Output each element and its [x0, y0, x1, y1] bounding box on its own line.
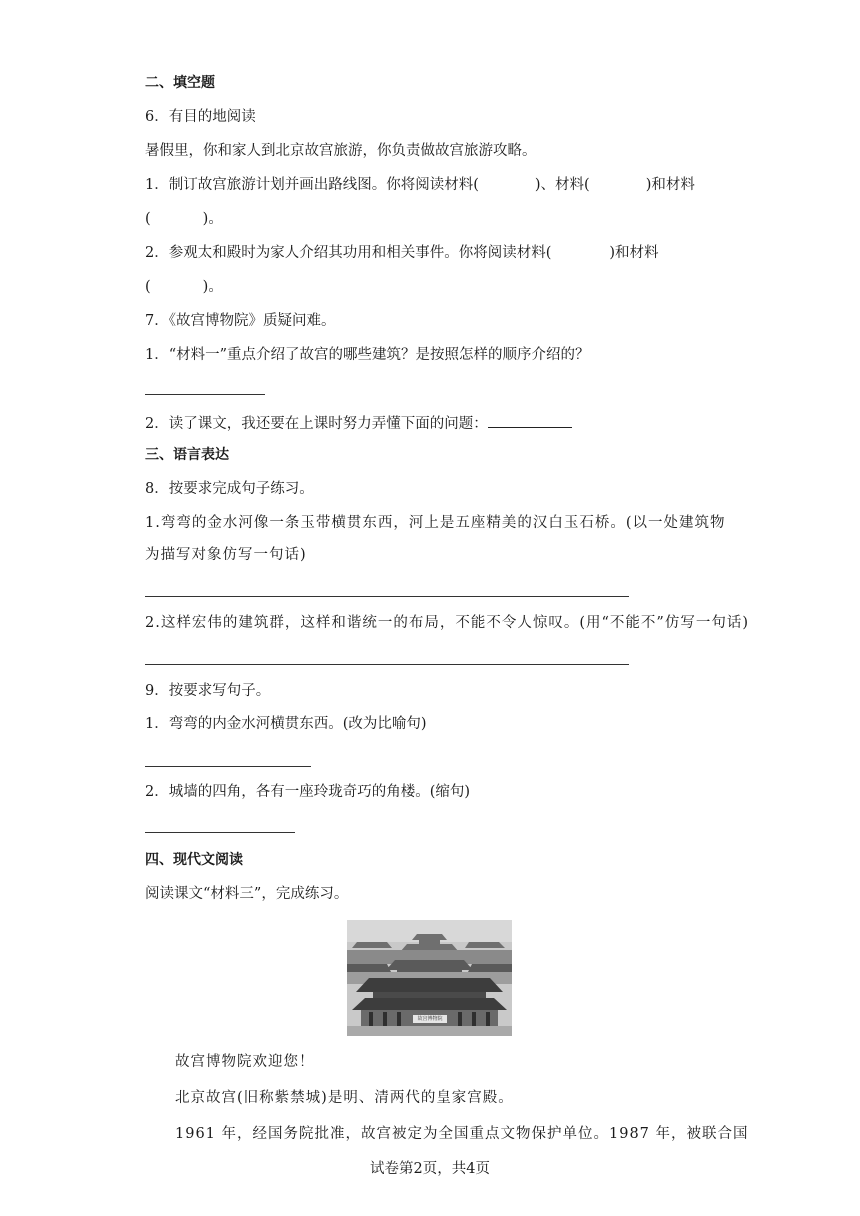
- section-heading-reading: 四、现代文阅读: [145, 852, 243, 868]
- answer-line[interactable]: [145, 832, 295, 833]
- question-9-title: 9．按要求写句子。: [145, 683, 271, 699]
- question-8-title: 8．按要求完成句子练习。: [145, 481, 314, 497]
- reading-paragraph-2: 北京故宫(旧称紫禁城)是明、清两代的皇家宫殿。: [175, 1090, 514, 1106]
- question-6-1-cont: [145, 209, 223, 229]
- photo-gate-sign-text: 故宫博物院: [417, 1016, 443, 1022]
- q6-2-text-b: )和材料: [609, 245, 659, 261]
- answer-line[interactable]: [145, 664, 629, 665]
- page-footer: 试卷第2页，共4页: [370, 1161, 490, 1177]
- forbidden-city-photo: [347, 920, 512, 1036]
- q6-1-text-b: )、材料(: [534, 177, 590, 193]
- answer-blank[interactable]: [590, 175, 646, 189]
- question-6-title: 6．有目的地阅读: [145, 109, 256, 125]
- q6-1-text-e: )。: [202, 211, 223, 227]
- answer-blank[interactable]: [551, 243, 609, 257]
- q6-1-text-d: (: [145, 211, 151, 227]
- question-9-2: 2．城墙的四角，各有一座玲珑奇巧的角楼。(缩句): [145, 784, 471, 800]
- answer-line[interactable]: [145, 766, 311, 767]
- answer-line[interactable]: [145, 596, 629, 597]
- question-6-2-cont: [145, 277, 223, 297]
- answer-blank[interactable]: [479, 175, 535, 189]
- question-6-intro: 暑假里，你和家人到北京故宫旅游，你负责做故宫旅游攻略。: [145, 143, 537, 159]
- q6-2-text-c: (: [145, 279, 151, 295]
- q6-1-text-c: )和材料: [645, 177, 695, 193]
- question-9-1: 1．弯弯的内金水河横贯东西。(改为比喻句): [145, 716, 427, 732]
- section-heading-language: 三、语言表达: [145, 447, 229, 463]
- question-8-2: 2.这样宏伟的建筑群，这样和谐统一的布局，不能不令人惊叹。(用“不能不”仿写一句话): [145, 615, 749, 631]
- question-7-1: 1．“材料一”重点介绍了故宫的哪些建筑？是按照怎样的顺序介绍的？: [145, 347, 590, 363]
- reading-intro: 阅读课文“材料三”，完成练习。: [145, 886, 349, 902]
- answer-blank[interactable]: [151, 209, 203, 223]
- section-heading-fill-blank: 二、填空题: [145, 75, 215, 91]
- answer-blank[interactable]: [488, 413, 572, 428]
- question-7-2: [145, 413, 572, 434]
- answer-line[interactable]: [145, 394, 265, 395]
- q7-2-text: 2．读了课文，我还要在上课时努力弄懂下面的问题：: [145, 416, 488, 432]
- question-6-1: [145, 175, 695, 195]
- q6-2-text-a: 2．参观太和殿时为家人介绍其功用和相关事件。你将阅读材料(: [145, 245, 552, 261]
- question-6-2: [145, 243, 659, 263]
- question-8-1-line-1: 1.弯弯的金水河像一条玉带横贯东西，河上是五座精美的汉白玉石桥。(以一处建筑物: [145, 515, 726, 531]
- q6-2-text-d: )。: [202, 279, 223, 295]
- answer-blank[interactable]: [151, 277, 203, 291]
- q6-1-text-a: 1．制订故宫旅游计划并画出路线图。你将阅读材料(: [145, 177, 479, 193]
- question-8-1-line-2: 为描写对象仿写一句话): [145, 547, 307, 563]
- reading-paragraph-1: 故宫博物院欢迎您！: [175, 1054, 315, 1070]
- reading-paragraph-3: 1961 年，经国务院批准，故宫被定为全国重点文物保护单位。1987 年，被联合国: [175, 1126, 749, 1142]
- question-7-title: 7．《故宫博物院》质疑问难。: [145, 313, 336, 329]
